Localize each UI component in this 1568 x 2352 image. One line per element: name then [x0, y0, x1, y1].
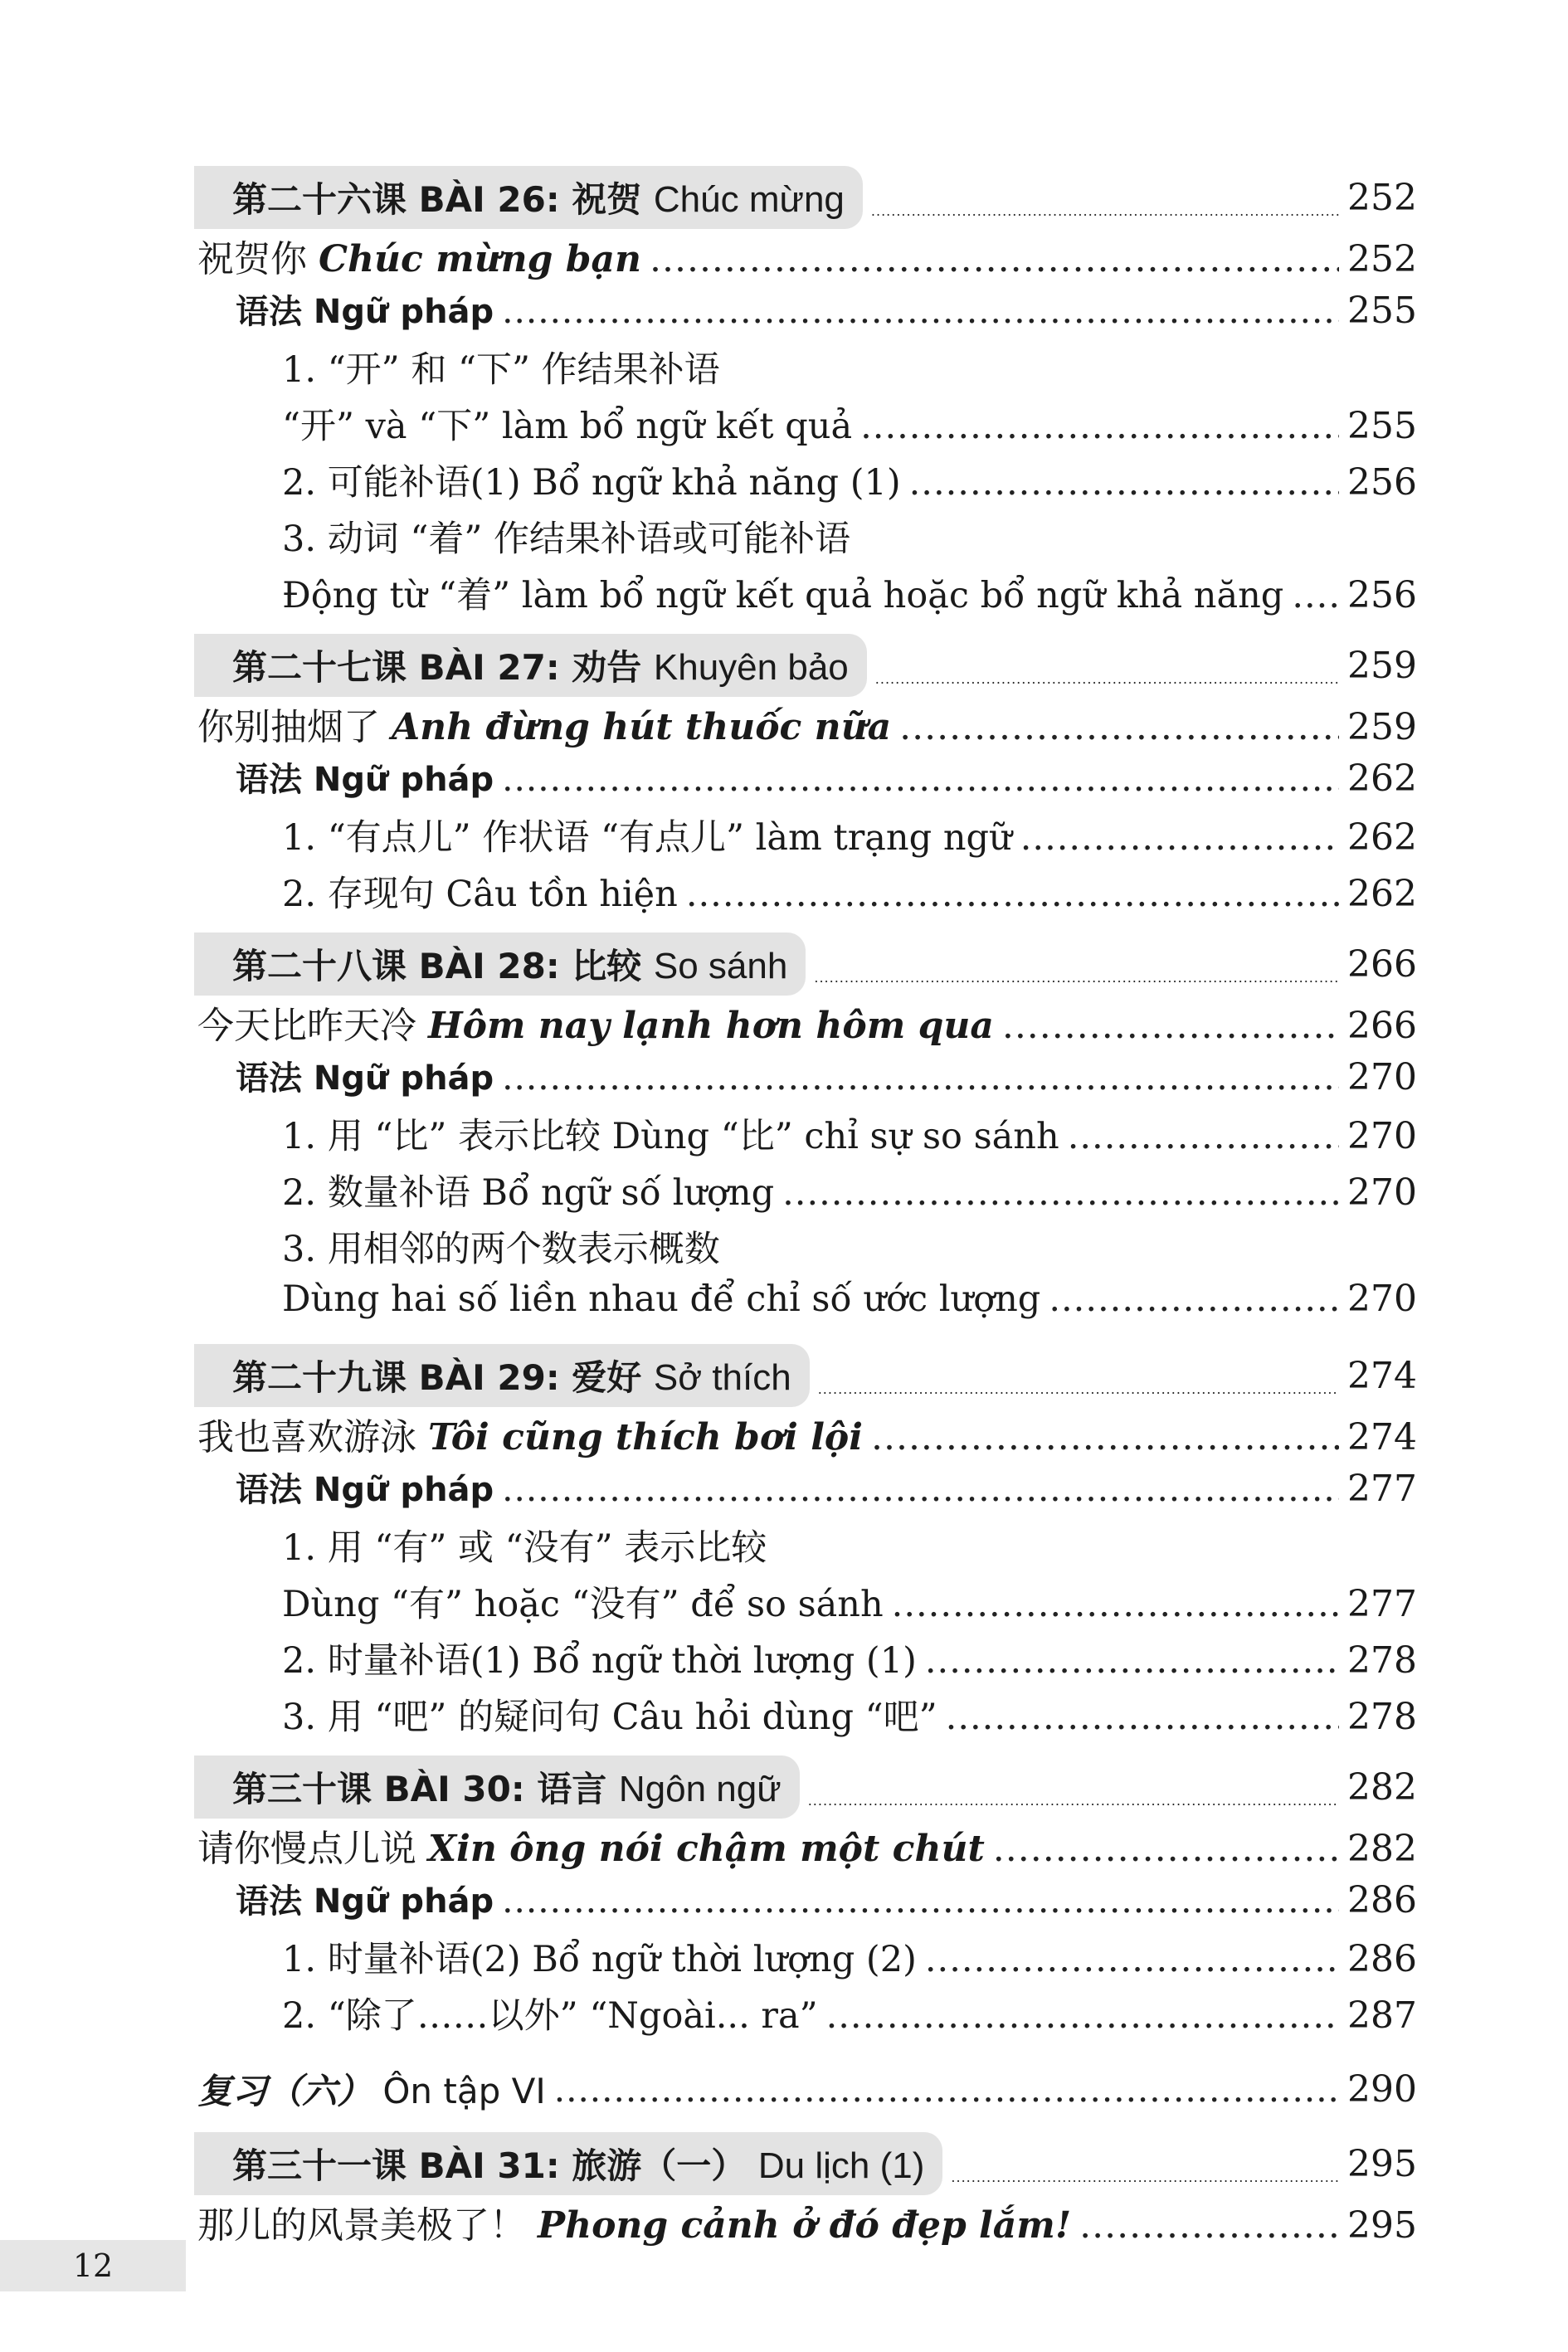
- grammar-item-page-number: 256: [1347, 574, 1417, 616]
- grammar-item-page-number: 277: [1347, 1583, 1417, 1625]
- lesson-text-vn: Tôi cũng thích bơi lội: [428, 1416, 863, 1458]
- grammar-item-page-number: 262: [1347, 873, 1417, 915]
- lesson-heading-cn: 第三十课 BÀI 30: 语言: [232, 1769, 607, 1809]
- leader-dots: [502, 758, 1339, 799]
- lesson-heading-cn: 第三十一课 BÀI 31: 旅游（一）: [232, 2145, 747, 2186]
- text-page-number: 295: [1347, 2204, 1417, 2247]
- grammar-page-number: 255: [1347, 290, 1417, 332]
- grammar-item: [197, 1931, 1417, 1988]
- leader-dots: [502, 1057, 1339, 1098]
- leader-dots: [808, 1793, 1339, 1809]
- lesson-text-entry: [197, 2195, 1417, 2252]
- lesson-heading-cn: 第二十八课 BÀI 28: 比较: [232, 946, 642, 986]
- grammar-item-line1: [197, 1520, 1417, 1576]
- grammar-item-page-number: 270: [1347, 1115, 1417, 1157]
- lesson-heading-cn: 第二十九课 BÀI 29: 爱好: [232, 1357, 642, 1398]
- text-page-number: 274: [1347, 1416, 1417, 1458]
- lesson-heading-label: [194, 166, 863, 229]
- grammar-page-number: 270: [1347, 1056, 1417, 1098]
- leader-dots: [909, 462, 1339, 504]
- lesson-heading-label: [194, 1344, 810, 1407]
- lesson-heading-cn: 第二十七课 BÀI 27: 劝告: [232, 647, 642, 688]
- grammar-item-text: 1. 用 “比” 表示比较 Dùng “比” chỉ sự so sánh: [282, 1116, 1059, 1157]
- grammar-item: [197, 1108, 1417, 1165]
- leader-dots: [892, 1584, 1339, 1625]
- grammar-item-text: 2. 存现句 Câu tồn hiện: [282, 874, 678, 915]
- leader-dots: [1020, 817, 1339, 859]
- lesson-text-title: [197, 1407, 863, 1460]
- lesson-page-number: 274: [1347, 1354, 1417, 1397]
- grammar-label: 语法 Ngữ pháp: [236, 1471, 494, 1509]
- leader-dots: [1079, 2204, 1339, 2247]
- leader-dots: [871, 1416, 1339, 1458]
- grammar-item-subtext: Động từ “着” làm bổ ngữ kết quả hoặc bổ ngữ khả năng: [282, 575, 1284, 616]
- table-of-contents: [197, 156, 1417, 2252]
- leader-dots: [946, 1697, 1339, 1738]
- leader-dots: [818, 1381, 1339, 1397]
- text-page-number: 266: [1347, 1005, 1417, 1047]
- grammar-item-line1: [197, 342, 1417, 398]
- lesson-text-entry: [197, 229, 1417, 285]
- grammar-entry: [197, 285, 1417, 342]
- grammar-entry: [197, 1875, 1417, 1931]
- leader-dots: [1049, 1278, 1339, 1320]
- lesson-heading-vn: So sánh: [653, 946, 788, 986]
- grammar-item-page-number: 255: [1347, 405, 1417, 447]
- review-label: [197, 2064, 546, 2114]
- leader-dots: [814, 970, 1339, 986]
- leader-dots: [554, 2069, 1339, 2110]
- grammar-item-text: 3. 动词 “着” 作结果补语或可能补语: [282, 519, 850, 560]
- leader-dots: [925, 1939, 1339, 1980]
- review-entry: [197, 2056, 1417, 2122]
- grammar-item-line1: [197, 1221, 1417, 1278]
- grammar-item-page-number: 287: [1347, 1994, 1417, 2037]
- lesson-heading-vn: Du lịch (1): [757, 2145, 925, 2186]
- grammar-entry: [197, 753, 1417, 810]
- lesson-page-number: 282: [1347, 1765, 1417, 1809]
- leader-dots: [871, 203, 1339, 219]
- grammar-item-subtext: Dùng hai số liền nhau để chỉ số ước lượng: [282, 1278, 1041, 1320]
- leader-dots: [826, 1995, 1339, 2037]
- leader-dots: [925, 1640, 1339, 1682]
- leader-dots: [686, 874, 1339, 915]
- grammar-page-number: 262: [1347, 757, 1417, 800]
- review-page-number: 290: [1347, 2067, 1417, 2111]
- grammar-item-subtext: Dùng “有” hoặc “没有” để so sánh: [282, 1584, 884, 1625]
- lesson-heading-28: [197, 933, 1417, 996]
- grammar-item-page-number: 270: [1347, 1171, 1417, 1214]
- grammar-item-line1: [197, 511, 1417, 567]
- lesson-text-vn: Phong cảnh ở đó đẹp lắm!: [538, 2204, 1072, 2247]
- grammar-page-number: 277: [1347, 1468, 1417, 1510]
- grammar-item: [197, 1689, 1417, 1746]
- text-page-number: 252: [1347, 238, 1417, 280]
- grammar-item-page-number: 286: [1347, 1938, 1417, 1980]
- lesson-heading-label: [194, 933, 806, 996]
- review-cn: 复习（六）: [197, 2071, 373, 2111]
- leader-dots: [650, 238, 1339, 280]
- grammar-item-text: 1. “有点儿” 作状语 “有点儿” làm trạng ngữ: [282, 817, 1012, 859]
- grammar-item-page-number: 270: [1347, 1278, 1417, 1320]
- grammar-item-text: 2. 可能补语(1) Bổ ngữ khả năng (1): [282, 462, 901, 504]
- leader-dots: [860, 406, 1339, 447]
- lesson-text-vn: Chúc mừng bạn: [319, 238, 641, 280]
- grammar-entry: [197, 1463, 1417, 1520]
- grammar-item-page-number: 256: [1347, 461, 1417, 504]
- lesson-text-title: [197, 1819, 985, 1872]
- lesson-heading-label: [194, 2132, 942, 2195]
- grammar-item-page-number: 278: [1347, 1696, 1417, 1738]
- leader-dots: [1068, 1116, 1339, 1157]
- lesson-heading-vn: Chúc mừng: [653, 179, 845, 220]
- grammar-item-text: 2. “除了……以外” “Ngoài... ra”: [282, 1995, 818, 2037]
- grammar-item-subtext: “开” và “下” làm bổ ngữ kết quả: [282, 406, 853, 447]
- grammar-item: [197, 810, 1417, 866]
- leader-dots: [1292, 575, 1339, 616]
- lesson-text-vn: Anh đừng hút thuốc nữa: [392, 706, 892, 748]
- lesson-text-cn: 祝贺你: [197, 238, 307, 280]
- grammar-item-text: 3. 用相邻的两个数表示概数: [282, 1229, 720, 1270]
- lesson-text-cn: 你别抽烟了: [197, 706, 380, 748]
- lesson-heading-vn: Sở thích: [653, 1357, 791, 1398]
- leader-dots: [502, 1880, 1339, 1921]
- grammar-item-line2: [197, 1576, 1417, 1633]
- lesson-page-number: 259: [1347, 644, 1417, 687]
- grammar-label: 语法 Ngữ pháp: [236, 293, 494, 331]
- grammar-item-text: 2. 时量补语(1) Bổ ngữ thời lượng (1): [282, 1640, 917, 1682]
- lesson-text-title: [197, 697, 891, 750]
- lesson-text-entry: [197, 1819, 1417, 1875]
- lesson-text-vn: Hôm nay lạnh hơn hôm qua: [428, 1005, 994, 1047]
- leader-dots: [1002, 1005, 1339, 1047]
- grammar-item-text: 2. 数量补语 Bổ ngữ số lượng: [282, 1172, 775, 1214]
- grammar-item-line2: [197, 567, 1417, 624]
- review-vn: Ôn tập VI: [382, 2071, 546, 2111]
- lesson-text-title: [197, 996, 994, 1049]
- grammar-item: [197, 1633, 1417, 1689]
- lesson-text-cn: 那儿的风景美极了！: [197, 2204, 526, 2247]
- grammar-item-line2: [197, 398, 1417, 455]
- lesson-heading-26: [197, 166, 1417, 229]
- grammar-item: [197, 455, 1417, 511]
- lesson-heading-vn: Ngôn ngữ: [618, 1769, 782, 1809]
- lesson-page-number: 295: [1347, 2142, 1417, 2185]
- grammar-item: [197, 1988, 1417, 2044]
- lesson-text-entry: [197, 996, 1417, 1052]
- lesson-text-title: [197, 229, 641, 282]
- lesson-heading-vn: Khuyên bảo: [653, 647, 849, 688]
- text-page-number: 282: [1347, 1828, 1417, 1870]
- leader-dots: [782, 1172, 1339, 1214]
- lesson-text-entry: [197, 697, 1417, 753]
- grammar-item-text: 3. 用 “吧” 的疑问句 Câu hỏi dùng “吧”: [282, 1697, 937, 1738]
- grammar-label: 语法 Ngữ pháp: [236, 1059, 494, 1098]
- lesson-page-number: 266: [1347, 942, 1417, 986]
- lesson-heading-31: [197, 2132, 1417, 2195]
- leader-dots: [502, 1468, 1339, 1509]
- lesson-heading-27: [197, 634, 1417, 697]
- lesson-heading-label: [194, 634, 867, 697]
- grammar-item-text: 1. “开” 和 “下” 作结果补语: [282, 349, 720, 391]
- leader-dots: [951, 2169, 1339, 2185]
- grammar-page-number: 286: [1347, 1879, 1417, 1921]
- leader-dots: [502, 290, 1339, 331]
- page-number: [0, 2240, 186, 2291]
- grammar-label: 语法 Ngữ pháp: [236, 761, 494, 799]
- lesson-heading-29: [197, 1344, 1417, 1407]
- lesson-text-title: [197, 2195, 1071, 2248]
- lesson-text-vn: Xin ông nói chậm một chút: [428, 1828, 985, 1870]
- text-page-number: 259: [1347, 706, 1417, 748]
- lesson-text-entry: [197, 1407, 1417, 1463]
- grammar-item-text: 1. 用 “有” 或 “没有” 表示比较: [282, 1527, 767, 1569]
- lesson-text-cn: 今天比昨天冷: [197, 1005, 416, 1047]
- grammar-item: [197, 1165, 1417, 1221]
- grammar-item-text: 1. 时量补语(2) Bổ ngữ thời lượng (2): [282, 1939, 917, 1980]
- lesson-heading-cn: 第二十六课 BÀI 26: 祝贺: [232, 179, 642, 220]
- lesson-text-cn: 我也喜欢游泳: [197, 1416, 416, 1458]
- lesson-heading-30: [197, 1755, 1417, 1819]
- lesson-heading-label: [194, 1755, 800, 1819]
- lesson-page-number: 252: [1347, 176, 1417, 219]
- grammar-label: 语法 Ngữ pháp: [236, 1882, 494, 1921]
- leader-dots: [875, 671, 1339, 687]
- grammar-entry: [197, 1052, 1417, 1108]
- lesson-text-cn: 请你慢点儿说: [197, 1828, 416, 1870]
- grammar-item-page-number: 262: [1347, 816, 1417, 859]
- grammar-item-line2: [197, 1278, 1417, 1334]
- page-number-text: 12: [72, 2247, 114, 2284]
- leader-dots: [899, 706, 1339, 748]
- grammar-item-page-number: 278: [1347, 1639, 1417, 1682]
- grammar-item: [197, 866, 1417, 923]
- leader-dots: [993, 1828, 1339, 1870]
